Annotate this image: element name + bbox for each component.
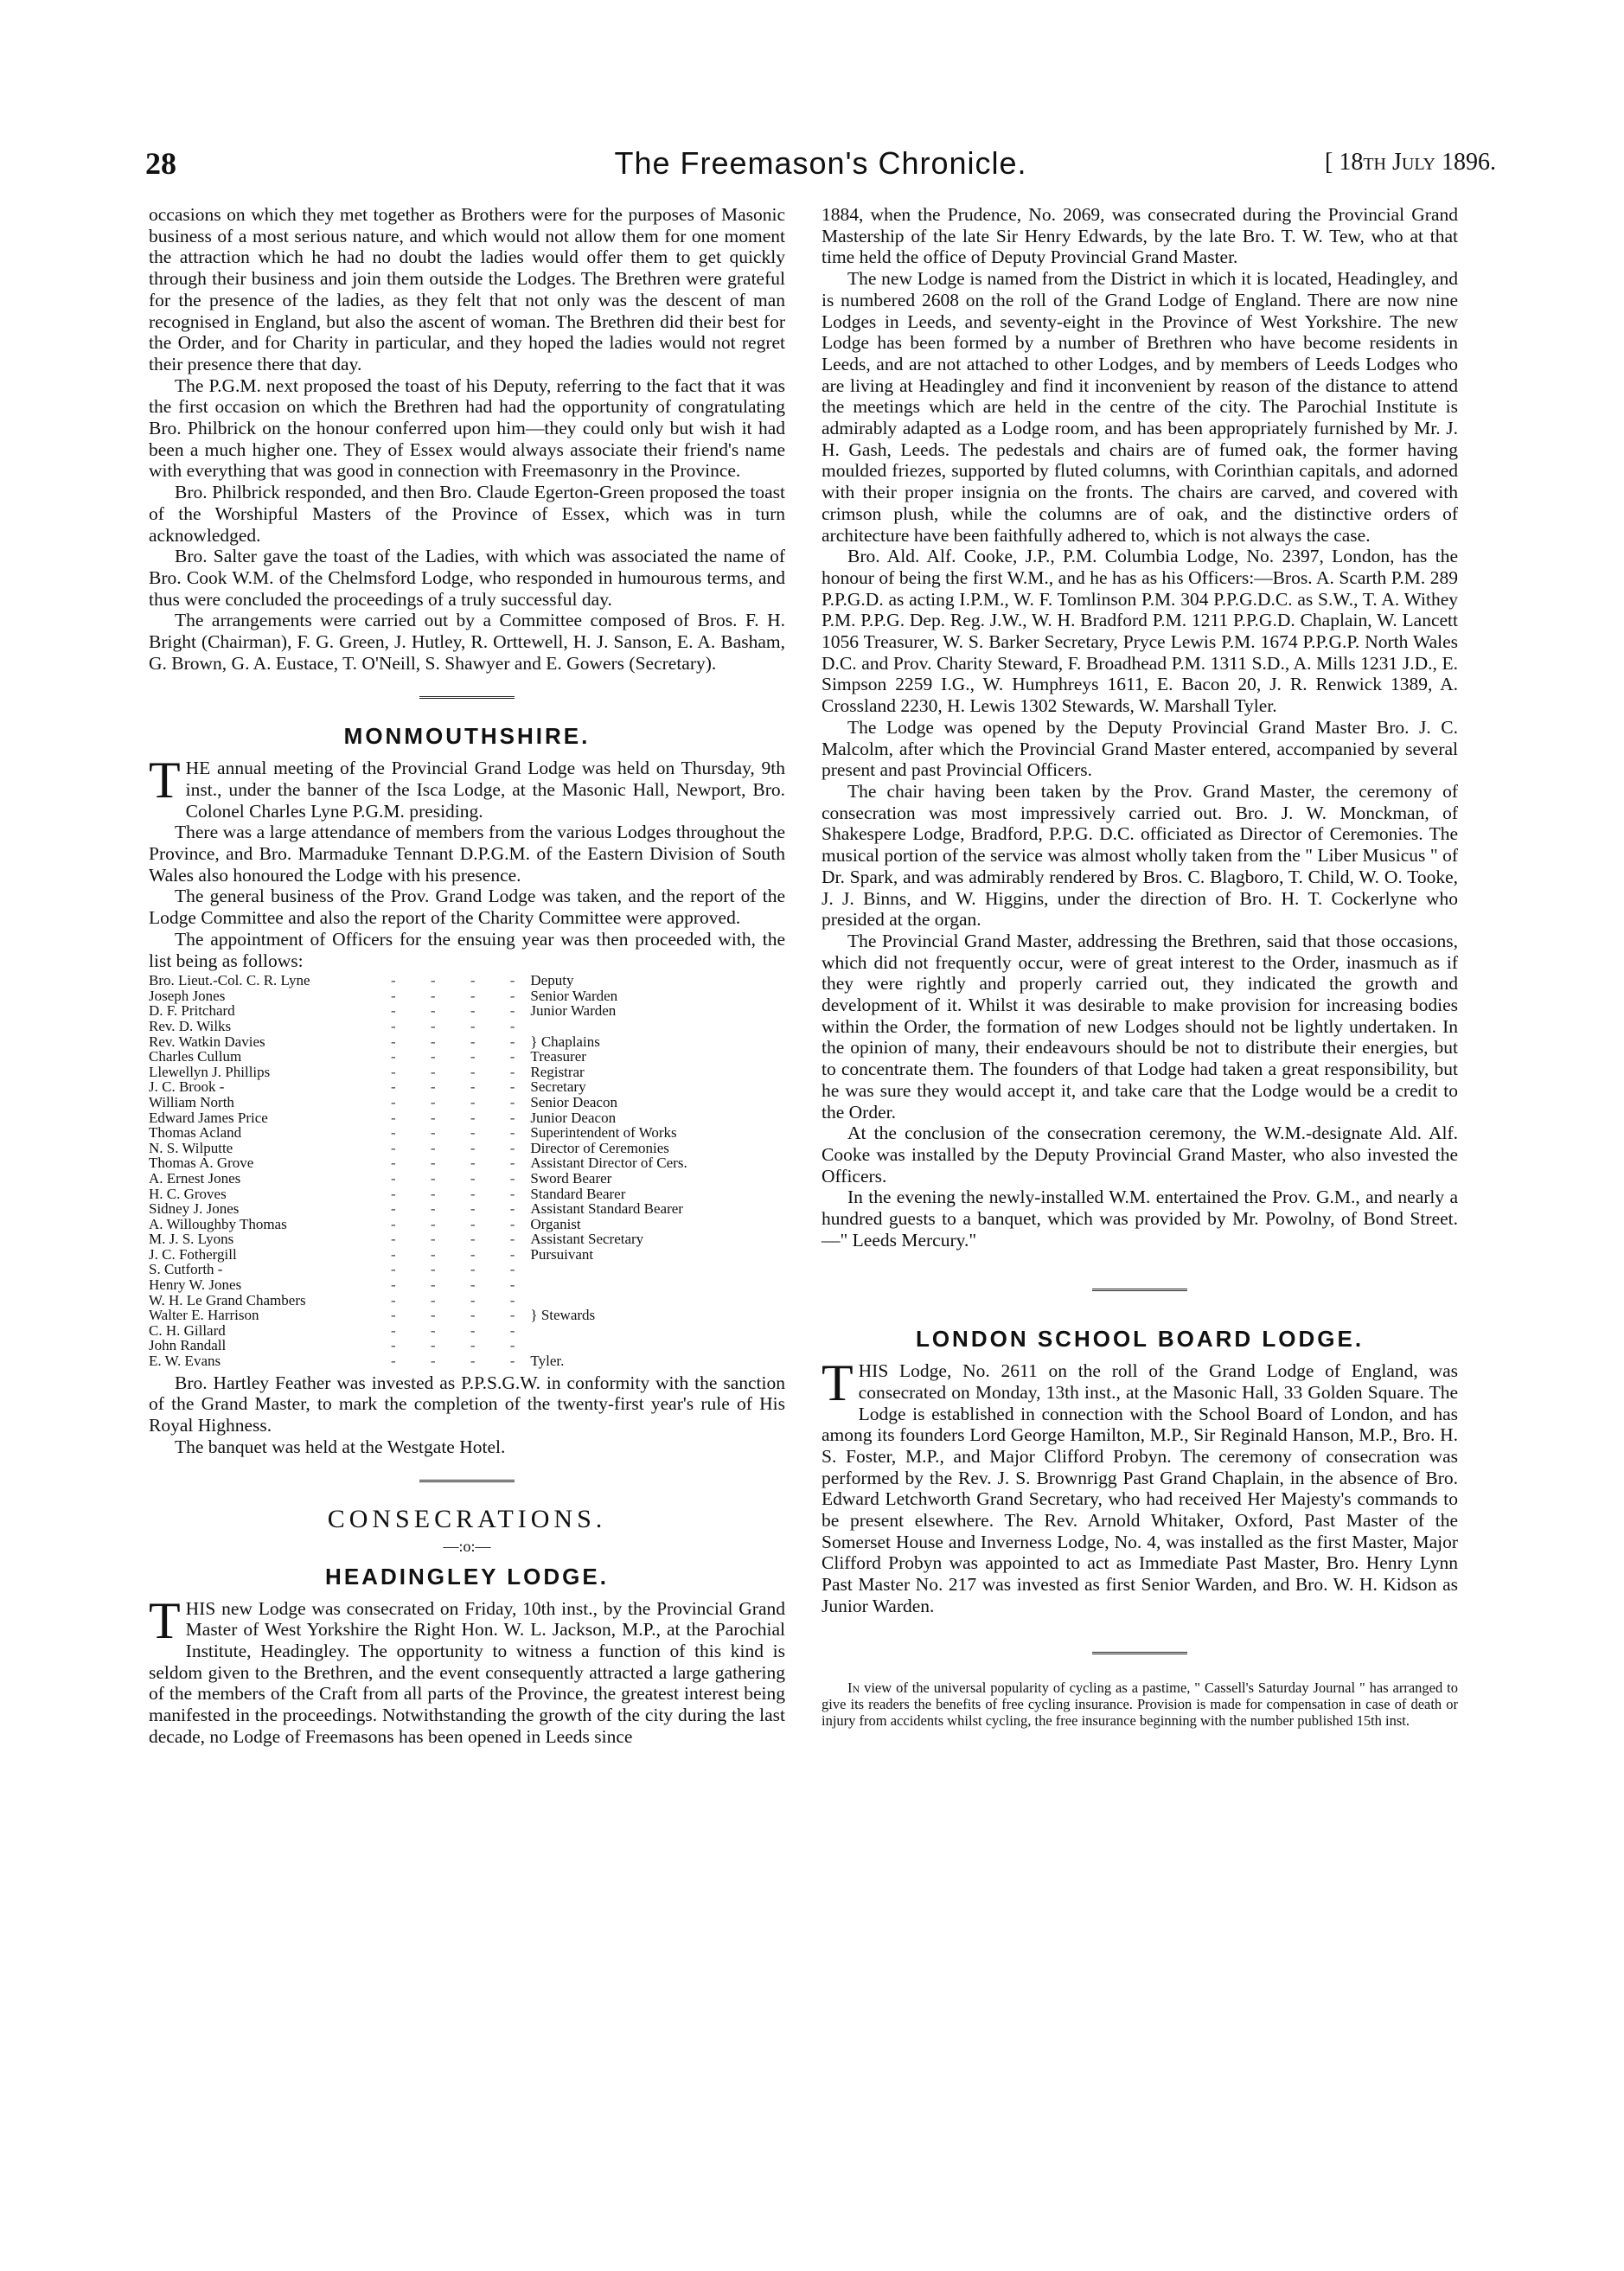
officer-row [149, 1353, 785, 1369]
leader-dots: - - - - [391, 1048, 531, 1065]
officer-row [149, 973, 785, 988]
officer-name: D. F. Pritchard [149, 1002, 235, 1020]
officer-office: Superintendent of Works [530, 1124, 677, 1142]
leader-dots: - - - - [391, 1078, 531, 1096]
section-heading-consecrations: CONSECRATIONS. [327, 1505, 607, 1534]
officer-row [149, 1003, 785, 1019]
officer-name: H. C. Groves [149, 1185, 227, 1202]
paragraph: Bro. Ald. Alf. Cooke, J.P., P.M. Columbia Lodge, No. 2397, London, has the honour of being the first W.M., and he has as his Officers:—Bros. A. Scarth P.M. 289 P.P.G.D. as acting I.P.M., W. F. Tomlinson P.M. 304 P.P.G.D.C. as S.W., T. A. Withey P.M. P.P.G. Dep. Reg. J.W., W. H. Bradford P.M. 1211 P.P.G.D. Chaplain, W. Lancett 1056 Treasurer, W. S. Barker Secretary, Pryce Lewis P.M. 1674 P.P.G.P. North Wales D.C. and Prov. Charity Steward, F. Broadhead P.M. 1311 S.D., A. Mills 1231 J.D., E. Simpson 2259 I.G., W. Humphreys 1611, E. Bacon 20, J. R. Renwick 1389, A. Crossland 2230, H. Lewis 1302 Stewards, W. Marshall Tyler. [822, 546, 1458, 717]
leader-dots: - - - - [391, 1033, 531, 1050]
leader-dots: - - - - [391, 1169, 531, 1187]
paragraph: In the evening the newly-installed W.M. entertained the Prov. G.M., and nearly a hundred guests to a banquet, which was provided by Mr. Powolny, of Bond Street.—" Leeds Mercury." [822, 1187, 1458, 1251]
officer-office: Assistant Standard Bearer [530, 1200, 683, 1218]
drop-cap: T [149, 1591, 181, 1649]
officer-name: J. C. Fothergill [149, 1245, 237, 1263]
officer-office [530, 1019, 785, 1034]
officer-row [149, 988, 785, 1004]
officer-office: Senior Warden [530, 987, 618, 1004]
paragraph: The arrangements were carried out by a Committee composed of Bros. F. H. Bright (Chairman), F. G. Green, J. Hutley, R. Orttewell, H. J. Sanson, E. A. Basham, G. Brown, G. A. Eustace, T. O'Neill, S. Shawyer and E. Gowers (Secretary). [149, 610, 785, 674]
leader-dots: - - - - [391, 987, 531, 1004]
paragraph: Bro. Salter gave the toast of the Ladies, with which was associated the name of Bro. Cook W.M. of the Chelmsford Lodge, who responded in humourous terms, and thus were concluded the proceedings of a truly successful day. [149, 546, 785, 610]
masthead-title: The Freemason's Chronicle. [614, 145, 1027, 181]
drop-cap: T [149, 752, 181, 809]
officer-row [149, 1095, 785, 1110]
officer-row [149, 1141, 785, 1156]
page-header [145, 145, 1496, 190]
officer-office [530, 1293, 785, 1308]
leader-dots: - - - - [391, 1231, 531, 1248]
officer-name: Sidney J. Jones [149, 1200, 240, 1218]
leader-dots: - - - - [391, 1002, 531, 1020]
paragraph: occasions on which they met together as Brothers were for the purposes of Masonic business of a most serious nature, and which would not allow them for one moment the attraction which he had no doubt the ladies would offer them to get quickly through their business and join them outside the Lodges. The Brethren were grateful for the presence of the ladies, as they felt that not only was the descent of man recognised in England, but also the ascent of woman. The Brethren did their best for the Order, and for Charity in particular, and they hoped the ladies would not regret their presence there that day. [149, 204, 785, 374]
officer-row [149, 1034, 785, 1050]
officer-row [149, 1049, 785, 1065]
officer-row [149, 1277, 785, 1293]
ornament-separator: —:o:— [443, 1538, 491, 1556]
officer-name: Llewellyn J. Phillips [149, 1063, 271, 1080]
officer-row [149, 1171, 785, 1187]
officer-row [149, 1323, 785, 1339]
officer-row [149, 1019, 785, 1034]
officer-name: Bro. Lieut.-Col. C. R. Lyne [149, 972, 310, 989]
officer-office [530, 1262, 785, 1277]
leader-dots: - - - - [391, 1063, 531, 1080]
section-divider [1092, 1652, 1187, 1657]
officer-office: } Stewards [530, 1307, 596, 1324]
leader-dots: - - - - [391, 1185, 531, 1202]
paragraph: The general business of the Prov. Grand Lodge was taken, and the report of the Lodge Committee and also the report of the Charity Committee were approved. [149, 886, 785, 929]
officer-name: Joseph Jones [149, 987, 226, 1004]
officer-name: Thomas Acland [149, 1124, 242, 1142]
officers-list [149, 973, 785, 1368]
leader-dots: - - - - [391, 1337, 531, 1354]
officer-office: Treasurer [530, 1048, 586, 1065]
paragraph: There was a large attendance of members from the various Lodges throughout the Province, and Bro. Marmaduke Tennant D.P.G.M. of the Eastern Division of South Wales also honoured the Lodge with his presence. [149, 822, 785, 886]
leader-dots: - - - - [391, 1215, 531, 1232]
officer-office: Senior Deacon [530, 1093, 617, 1110]
paragraph: The appointment of Officers for the ensuing year was then proceeded with, the list being as follows: [149, 928, 785, 971]
officer-name: Rev. Watkin Davies [149, 1033, 265, 1050]
leader-dots: - - - - [391, 1017, 531, 1034]
officer-name: J. C. Brook - [149, 1078, 225, 1096]
officer-name: Edward James Price [149, 1109, 268, 1126]
officer-row [149, 1308, 785, 1323]
officer-name: Walter E. Harrison [149, 1307, 259, 1324]
paragraph: At the conclusion of the consecration ceremony, the W.M.-designate Ald. Alf. Cooke was installed by the Deputy Provincial Grand Master, who also invested the Officers. [822, 1123, 1458, 1187]
officer-row [149, 1293, 785, 1308]
paragraph: The new Lodge is named from the District in which it is located, Headingley, and is numbered 2608 on the roll of the Grand Lodge of England. There are now nine Lodges in Leeds, and seventy-eight in the Province of West Yorkshire. The new Lodge has been formed by a number of Brethren who have become residents in Leeds, and are not attached to other Lodges, and by members of Leeds Lodges who are living at Headingley and find it inconvenient by reason of the distance to attend the meetings which are held in the centre of the city. The Parochial Institute is admirably adapted as a Lodge room, and has been appropriately furnished by Mr. J. H. Gash, Leeds. The pedestals and chairs are of fumed oak, the former having moulded friezes, supported by fluted columns, with Corinthian capitals, and adorned with their proper insignia on the fronts. The chairs are carved, and covered with crimson plush, while the columns are of oak, and the distinctive orders of architecture have been faithfully adhered to, which is not always the case. [822, 268, 1458, 546]
officer-name: William North [149, 1093, 234, 1110]
section-heading-monmouthshire: MONMOUTHSHIRE. [343, 723, 591, 750]
officer-office: Organist [530, 1215, 581, 1232]
paragraph: The chair having been taken by the Prov. Grand Master, the ceremony of consecration was most impressively carried out. Bro. J. W. Monckman, of Shakespere Lodge, Bradford, P.P.G. D.C. officiated as Director of Ceremonies. The musical portion of the service was almost wholly taken from the " Liber Musicus " of Dr. Spark, and was admirably rendered by Bros. C. Blagboro, T. Child, W. O. Tooke, J. J. Binns, and W. Higgins, under the direction of Bro. H. T. Cockerlyne who presided at the organ. [822, 780, 1458, 931]
officer-office: Junior Warden [530, 1002, 617, 1020]
leader-dots: - - - - [391, 1353, 531, 1370]
paragraph: THIS Lodge, No. 2611 on the roll of the Grand Lodge of England, was consecrated on Monday, 13th inst., at the Masonic Hall, 33 Golden Square. The Lodge is established in connection with the School Board of London, and has among its founders Lord George Hamilton, M.P., Sir Reginald Hanson, M.P., Bro. H. S. Foster, M.P., and Major Clifford Probyn. The ceremony of consecration was performed by the Rev. J. S. Brownrigg Past Grand Chaplain, in the absence of Bro. Edward Letchworth Grand Secretary, who had received Her Majesty's commands to be present elsewhere. The Rev. Arnold Whitaker, Oxford, Past Master of the Somerset House and Inverness Lodge, No. 4, was installed as the first Master, Major Clifford Probyn was appointed to act as Immediate Past Master, Bro. Henry Lynn Past Master No. 217 was invested as first Senior Warden, and Bro. W. H. Kidson as Junior Warden. [822, 1354, 1458, 1616]
drop-cap: T [822, 1354, 854, 1412]
officer-office: Pursuivant [530, 1245, 594, 1263]
leader-dots: - - - - [391, 1124, 531, 1142]
officer-office [530, 1323, 785, 1339]
leader-dots: - - - - [391, 1093, 531, 1110]
officer-row [149, 1155, 785, 1171]
leader-dots: - - - - [391, 1245, 531, 1263]
officer-office: Secretary [530, 1078, 586, 1096]
officer-row [149, 1065, 785, 1080]
officer-office: Standard Bearer [530, 1185, 626, 1202]
officer-row [149, 1262, 785, 1277]
section-divider [419, 1480, 515, 1485]
officer-name: Thomas A. Grove [149, 1155, 254, 1172]
paragraph: 1884, when the Prudence, No. 2069, was consecrated during the Provincial Grand Mastership of the late Sir Henry Edwards, by the late Bro. T. W. Tew, who at that time held the office of Deputy Provincial Grand Master. [822, 204, 1458, 268]
section-divider [1092, 1289, 1187, 1294]
paragraph: Bro. Hartley Feather was invested as P.P.S.G.W. in conformity with the sanction of the Grand Master, to mark the completion of the twenty-first year's rule of His Royal Highness. [149, 1372, 785, 1436]
officer-name: S. Cutforth - [149, 1261, 223, 1278]
officer-office: Junior Deacon [530, 1109, 617, 1126]
officer-office: Registrar [530, 1063, 585, 1080]
officer-row [149, 1201, 785, 1217]
paragraph: The Provincial Grand Master, addressing the Brethren, said that those occasions, which did not frequently occur, were of great interest to the Order, inasmuch as if they were rightly and properly carried out, they indicated the growth and development of it. Whilst it was desirable to make provision for increasing bodies within the Order, the formation of new Lodges should not be lightly undertaken. In the opinion of many, their endeavours should be not to distribute their energies, but to concentrate them. The founders of that Lodge had taken a great responsibility, but he was sure they would accept it, and take care that the Lodge would be a credit to the Order. [822, 930, 1458, 1123]
paragraph: The banquet was held at the Westgate Hotel. [175, 1436, 506, 1457]
officer-name: C. H. Gillard [149, 1321, 226, 1339]
leader-dots: - - - - [391, 1291, 531, 1308]
section-heading-london-school-board-lodge: LONDON SCHOOL BOARD LODGE. [915, 1326, 1365, 1353]
leader-dots: - - - - [391, 972, 531, 989]
section-heading-headingley: HEADINGLEY LODGE. [325, 1563, 609, 1590]
leader-dots: - - - - [391, 1109, 531, 1126]
leader-dots: - - - - [391, 1261, 531, 1278]
officer-name: M. J. S. Lyons [149, 1231, 234, 1248]
officer-name: W. H. Le Grand Chambers [149, 1291, 306, 1308]
officer-name: Rev. D. Wilks [149, 1017, 232, 1034]
officer-name: E. W. Evans [149, 1353, 221, 1370]
page-number: 28 [145, 146, 176, 181]
officer-office: Deputy [530, 972, 574, 989]
issue-date: [ 18th July 1896. [1325, 149, 1496, 176]
officer-office [530, 1277, 785, 1293]
section-divider [419, 696, 515, 701]
officer-row [149, 1187, 785, 1202]
paragraph: THE annual meeting of the Provincial Grand Lodge was held on Thursday, 9th inst., under the banner of the Isca Lodge, at the Masonic Hall, Newport, Bro. Colonel Charles Lyne P.G.M. presiding. [149, 752, 785, 822]
officer-office: Tyler. [530, 1353, 565, 1370]
leader-dots: - - - - [391, 1321, 531, 1339]
officer-name: Henry W. Jones [149, 1276, 242, 1294]
paragraph: Bro. Philbrick responded, and then Bro. Claude Egerton-Green proposed the toast of the Worshipful Masters of the Province of Essex, which was in turn acknowledged. [149, 482, 785, 546]
officer-row [149, 1231, 785, 1247]
paragraph: The P.G.M. next proposed the toast of his Deputy, referring to the fact that it was the first occasion on which the Brethren had had the opportunity of congratulating Bro. Philbrick on the honour conferred upon him—they could only but wish it had been a much higher one. They of Essex would always associate their friend's name with everything that was good in connection with Freemasonry in the Province. [149, 374, 785, 482]
officer-name: John Randall [149, 1337, 227, 1354]
leader-dots: - - - - [391, 1276, 531, 1294]
officer-name: N. S. Wilputte [149, 1139, 233, 1156]
officer-office: Assistant Director of Cers. [530, 1155, 687, 1172]
leader-dots: - - - - [391, 1307, 531, 1324]
cycling-insurance-notice: In view of the universal popularity of cycling as a pastime, " Cassell's Saturday Journal " has arranged to give its readers the benefits of free cycling insurance. Provision is made for compensation in case of death or injury from accidents whilst cycling, the free insurance beginning with the number published 15th inst. [822, 1679, 1458, 1729]
officer-office [530, 1338, 785, 1353]
leader-dots: - - - - [391, 1200, 531, 1218]
officer-row [149, 1217, 785, 1232]
officer-row [149, 1338, 785, 1353]
paragraph: THIS new Lodge was consecrated on Friday, 10th inst., by the Provincial Grand Master of West Yorkshire the Right Hon. W. L. Jackson, M.P., at the Parochial Institute, Headingley. The opportunity to witness a function of this kind is seldom given to the Brethren, and the event consequently attracted a large gathering of the members of the Craft from all parts of the Province, the greatest interest being manifested in the proceedings. Notwithstanding the growth of the city during the last decade, no Lodge of Freemasons has been opened in Leeds since [149, 1591, 785, 1747]
officer-name: A. Willoughby Thomas [149, 1215, 287, 1232]
right-column [822, 204, 1458, 1729]
officer-office: Sword Bearer [530, 1169, 612, 1187]
officer-office: } Chaplains [530, 1033, 600, 1050]
officer-name: Charles Cullum [149, 1048, 242, 1065]
officer-office: Director of Ceremonies [530, 1139, 669, 1156]
officer-row [149, 1079, 785, 1095]
officer-row [149, 1110, 785, 1126]
leader-dots: - - - - [391, 1155, 531, 1172]
paragraph: The Lodge was opened by the Deputy Provincial Grand Master Bro. J. C. Malcolm, after which the Provincial Grand Master entered, accompanied by several present and past Provincial Officers. [822, 716, 1458, 781]
officer-name: A. Ernest Jones [149, 1169, 241, 1187]
officer-office: Assistant Secretary [530, 1231, 644, 1248]
officer-row [149, 1125, 785, 1141]
officer-row [149, 1247, 785, 1263]
leader-dots: - - - - [391, 1139, 531, 1156]
left-column [149, 204, 785, 1747]
